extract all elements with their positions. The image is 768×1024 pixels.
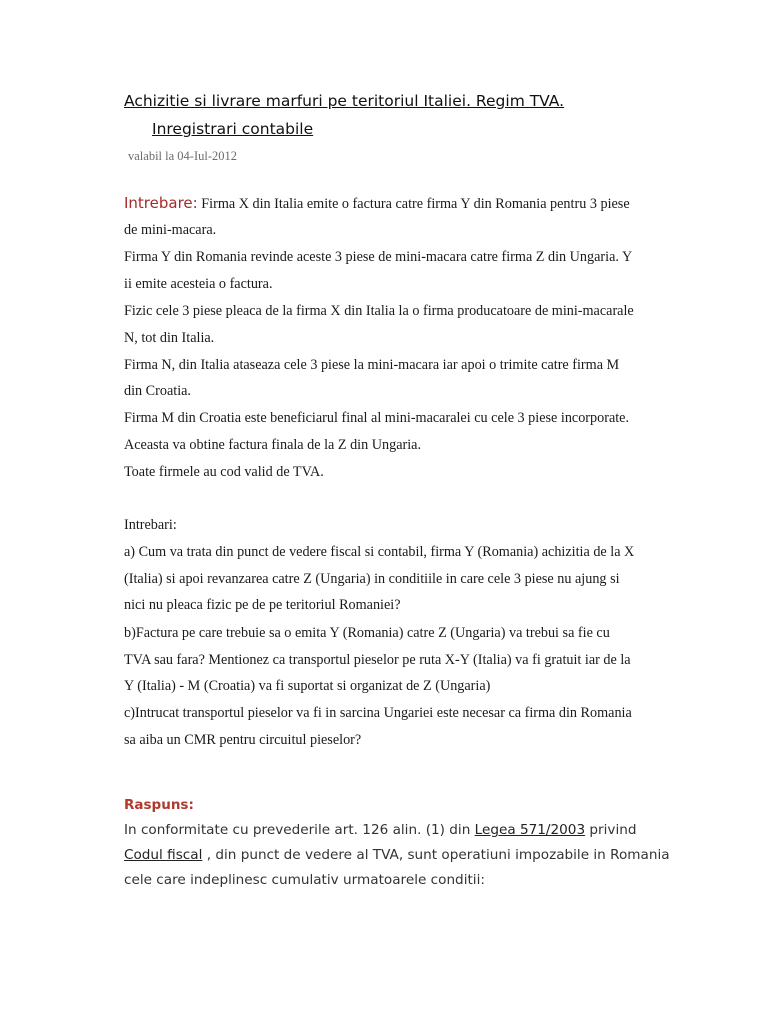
question-line: Firma M din Croatia este beneficiarul final al mini-macaralei cu cele 3 piese incorporate. <box>124 410 630 426</box>
document-title-line-2: Inregistrari contabile <box>152 120 314 138</box>
question-line: TVA sau fara? Mentionez ca transportul pieselor pe ruta X-Y (Italia) va fi gratuit iar de la <box>124 652 631 668</box>
question-line: c)Intrucat transportul pieselor va fi in sarcina Ungariei este necesar ca firma din Romania <box>124 705 632 721</box>
answer-text: privind <box>585 822 637 838</box>
answer-line-3: cele care indeplinesc cumulativ urmatoarele conditii: <box>124 872 485 888</box>
question-line: a) Cum va trata din punct de vedere fiscal si contabil, firma Y (Romania) achizitia de la X <box>124 544 635 560</box>
answer-text: , din punct de vedere al TVA, sunt operatiuni impozabile in Romania <box>202 847 670 863</box>
answer-line-1 <box>124 822 637 838</box>
document-title-line-1: Achizitie si livrare marfuri pe teritoriul Italiei. Regim TVA. <box>124 92 565 110</box>
question-line: Aceasta va obtine factura finala de la Z din Ungaria. <box>124 437 422 453</box>
question-line: (Italia) si apoi revanzarea catre Z (Ungaria) in conditiile in care cele 3 piese nu ajung si <box>124 571 620 587</box>
question-text: Firma X din Italia emite o factura catre firma Y din Romania pentru 3 piese <box>197 196 630 212</box>
question-line: de mini-macara. <box>124 222 217 238</box>
answer-text: In conformitate cu prevederile art. 126 alin. (1) din <box>124 822 475 838</box>
question-heading: Intrebare: <box>124 194 198 212</box>
question-line: ii emite acesteia o factura. <box>124 276 273 292</box>
law-link[interactable]: Legea 571/2003 <box>474 822 586 838</box>
question-line: Toate firmele au cod valid de TVA. <box>124 464 324 480</box>
question-line: Y (Italia) - M (Croatia) va fi suportat si organizat de Z (Ungaria) <box>124 678 491 694</box>
questions-heading: Intrebari: <box>124 517 177 533</box>
question-line: b)Factura pe care trebuie sa o emita Y (Romania) catre Z (Ungaria) va trebui sa fie cu <box>124 625 610 641</box>
question-line: N, tot din Italia. <box>124 330 215 346</box>
valid-date: valabil la 04-Iul-2012 <box>128 149 237 163</box>
question-line: Firma N, din Italia ataseaza cele 3 piese la mini-macara iar apoi o trimite catre firma M <box>124 357 620 373</box>
question-line: Firma Y din Romania revinde aceste 3 piese de mini-macara catre firma Z din Ungaria. Y <box>124 249 633 265</box>
question-line: sa aiba un CMR pentru circuitul pieselor? <box>124 732 362 748</box>
fiscal-code-link[interactable]: Codul fiscal <box>124 847 203 863</box>
answer-heading: Raspuns: <box>124 797 194 813</box>
question-first-line <box>124 194 630 213</box>
question-line: Fizic cele 3 piese pleaca de la firma X din Italia la o firma producatoare de mini-macarale <box>124 303 634 319</box>
question-line: nici nu pleaca fizic pe de pe teritoriul Romaniei? <box>124 597 401 613</box>
question-line: din Croatia. <box>124 383 191 399</box>
answer-line-2 <box>124 847 670 863</box>
